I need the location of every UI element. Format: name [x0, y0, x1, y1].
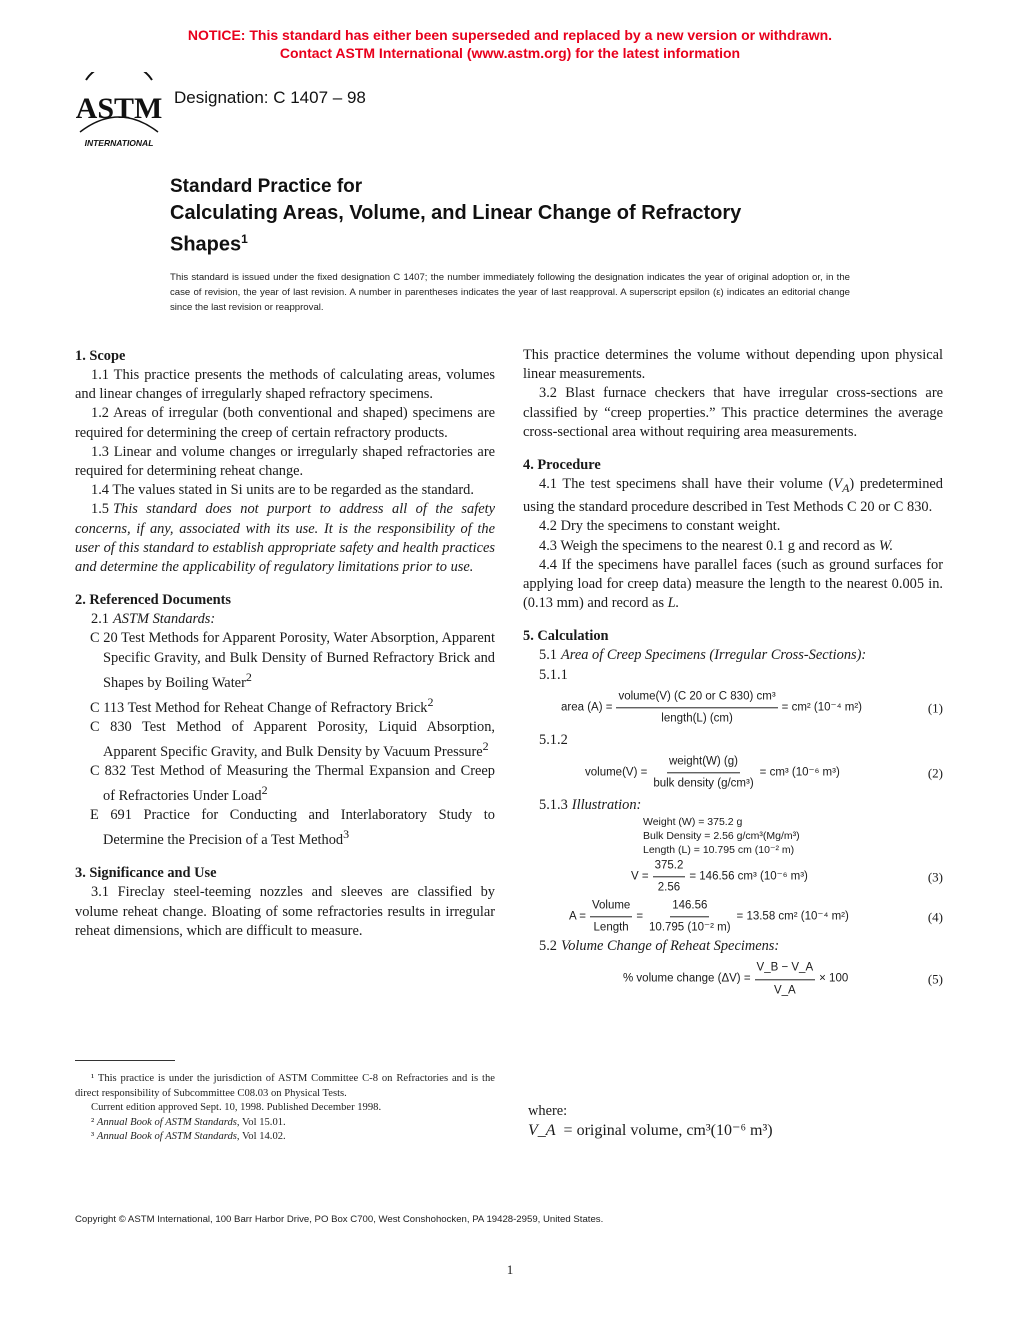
refdocs-2-1-text: ASTM Standards: [113, 611, 216, 628]
eq2-rhs: = cm³ (10⁻⁶ m³) [759, 766, 840, 779]
eq5-numerator: V_B − V_A [755, 959, 816, 980]
astm-logo [76, 72, 162, 150]
logo-international-text: INTERNATIONAL [84, 138, 154, 148]
where-variable: V_A [528, 1122, 556, 1139]
equation-1 [523, 685, 943, 731]
section-procedure-heading: 4. Procedure [523, 457, 601, 474]
illustration-values [643, 815, 943, 857]
footnote-2-volume: , Vol 15.01. [236, 1116, 286, 1128]
procedure-4-3-var: W. [878, 537, 894, 554]
section-significance-heading: 3. Significance and Use [75, 865, 217, 882]
notice-line-1: NOTICE: This standard has either been superseded and replaced by a new version or withdrawn. [187, 27, 833, 43]
ref-item-c113 [75, 693, 495, 718]
section-calculation-heading: 5. Calculation [523, 628, 609, 645]
footnote-2-title: Annual Book of ASTM Standards [96, 1116, 237, 1128]
ref-item-c832-text: C 832 Test Method of Measuring the Thermal Expansion and Creep of Refractories Under Load [90, 763, 495, 805]
scope-1-3: 1.3 Linear and volume changes or irregularly shaped refractories are required for determining reheat change. [75, 443, 495, 480]
title-line-2: Calculating Areas, Volume, and Linear Change of Refractory [170, 202, 742, 224]
calc-5-1 [523, 646, 943, 665]
equation-4: A = $\frac{\text{Volume}}{\text{Length}}$ = $\frac{146.56}{\text{10.795 (10⁻² m)}}$ = 13.58 cm² (10⁻⁴ m²) (4) [523, 897, 943, 937]
eq2-label: (2) [927, 765, 943, 781]
footnote-2-mark: ² [91, 1116, 95, 1128]
footnote-2 [75, 1116, 495, 1131]
ref-item-e691 [75, 806, 495, 850]
ref-item-c113-fn: 2 [427, 694, 434, 709]
eq5-denominator: V_A [773, 983, 796, 996]
section-scope-heading: 1. Scope [75, 348, 126, 364]
eq4-rhs: = 13.58 cm² (10⁻⁴ m²) [736, 910, 849, 923]
footnote-3-title: Annual Book of ASTM Standards [96, 1131, 237, 1143]
scope-1-5-text: This standard does not purport to address all of the safety concerns, if any, associated with its use. It is the responsibility of the user of this standard to establish appropriate safety and health practices and determine the applicability of regulatory limitations prior to use. [75, 501, 495, 576]
eq5-lhs: % volume change (ΔV) = [623, 972, 751, 985]
document-title [170, 174, 950, 258]
ref-item-c830 [75, 718, 495, 762]
ref-item-e691-fn: 3 [343, 827, 350, 842]
issuance-note: This standard is issued under the fixed designation C 1407; the number immediately following the designation indicates the year of original adoption or, in the case of revision, the year of last revision. A number in parentheses indicates the year of last reapproval. A superscript epsilon (ε) indicates an editorial change since the last revision or reapproval. [170, 272, 850, 313]
left-column [75, 346, 495, 941]
eq3-denominator: 2.56 [657, 881, 681, 894]
eq1-lhs: area (A) = [561, 701, 613, 714]
title-line-3: Shapes [170, 233, 242, 256]
notice-banner [0, 26, 1020, 62]
ref-item-c113-text: C 113 Test Method for Reheat Change of Refractory Brick [90, 699, 428, 716]
section-refdocs-heading: 2. Referenced Documents [75, 592, 231, 609]
eq2-denominator: bulk density (g/cm³) [653, 777, 754, 790]
scope-1-5-number: 1.5 [91, 501, 109, 518]
eq5-label: (5) [927, 971, 943, 987]
eq2-numerator: weight(W) (g) [667, 752, 740, 773]
eq3-rhs: = 146.56 cm³ (10⁻⁶ m³) [689, 870, 808, 883]
equation-5 [523, 956, 943, 1002]
where-label: where: [528, 1103, 568, 1119]
procedure-4-1-b: ) predetermined using the standard procedure described in Test Methods C 20 or C 830. [523, 476, 943, 516]
footnote-1-approval: Current edition approved Sept. 10, 1998. Published December 1998. [91, 1102, 382, 1114]
scope-1-2: 1.2 Areas of irregular (both conventional and shaped) specimens are required for determining the creep of certain refractory products. [75, 405, 495, 441]
footnote-3 [75, 1130, 495, 1145]
ref-item-c20 [75, 629, 495, 692]
eq4-label: (4) [927, 909, 943, 925]
calc-5-1-text: Area of Creep Specimens (Irregular Cross-Sections): [561, 647, 867, 664]
footnote-1: ¹ This practice is under the jurisdiction of ASTM Committee C-8 on Refractories and is the direct responsibility of Subcommittee C08.03 on Physical Tests. [75, 1073, 495, 1099]
designation: Designation: C 1407 – 98 [174, 88, 366, 107]
page-number: 1 [506, 1262, 514, 1277]
footnote-3-volume: , Vol 14.02. [236, 1131, 286, 1143]
scope-1-5 [75, 500, 495, 577]
illustration-weight: Weight (W) = 375.2 g [643, 816, 743, 829]
eq5-rhs: × 100 [819, 972, 849, 985]
ref-item-c830-text: C 830 Test Method of Apparent Porosity, Liquid Absorption, Apparent Specific Gravity, and Bulk Density by Vacuum Pressure [90, 718, 495, 760]
equation-2 [523, 750, 943, 796]
eq4-denominator-2: 10.795 (10⁻² m) [649, 921, 731, 934]
procedure-4-3 [523, 537, 943, 556]
eq4-denominator-1: Length [593, 921, 629, 934]
procedure-4-1-sub: A [842, 480, 850, 495]
scope-1-4: 1.4 The values stated in Si units are to be regarded as the standard. [91, 482, 474, 499]
significance-3-1-continued: This practice determines the volume without depending upon physical linear measurements. [523, 347, 943, 383]
eq3-label: (3) [927, 869, 943, 885]
title-line-1: Standard Practice for [170, 176, 363, 197]
copyright-notice: Copyright © ASTM International, 100 Barr Harbor Drive, PO Box C700, West Conshohocken, PA 19428-2959, United States. [75, 1214, 604, 1225]
illustration-length: Length (L) = 10.795 cm (10⁻² m) [643, 844, 795, 857]
footnotes [75, 1072, 495, 1145]
calc-5-2-number: 5.2 [539, 938, 557, 955]
eq1-numerator: volume(V) (C 20 or C 830) cm³ [616, 687, 777, 708]
equation-3 [523, 857, 943, 897]
eq1-denominator: length(L) (cm) [661, 712, 733, 725]
ref-item-c20-fn: 2 [245, 669, 252, 684]
significance-3-1: 3.1 Fireclay steel-teeming nozzles and sleeves are classified by volume reheat change. Bloating of some refractories results in irregular reheat dimensions, which are difficult to measure. [75, 884, 495, 939]
procedure-4-4-var: L. [667, 595, 680, 612]
procedure-4-1 [523, 475, 943, 517]
ref-item-c20-text: C 20 Test Methods for Apparent Porosity, Water Absorption, Apparent Specific Gravity, and Bulk Density of Burned Refractory Brick and Shapes by Boiling Water [90, 630, 495, 691]
procedure-4-4 [523, 556, 943, 614]
eq4-numerator-1: Volume [590, 896, 632, 917]
ref-item-e691-text: E 691 Practice for Conducting and Interlaboratory Study to Determine the Precision of a Test Method [90, 807, 495, 849]
calc-5-1-2: 5.1.2 [539, 731, 568, 748]
procedure-4-2: 4.2 Dry the specimens to constant weight. [539, 518, 781, 535]
procedure-4-3-text: 4.3 Weigh the specimens to the nearest 0.1 g and record as [539, 537, 876, 554]
illustration-bulk-density: Bulk Density = 2.56 g/cm³(Mg/m³) [643, 830, 800, 843]
significance-3-2: 3.2 Blast furnace checkers that have irregular cross-sections are classified by “creep properties.” This practice determines the average cross-sectional area without requiring area measurements. [523, 385, 943, 440]
procedure-4-4-text: 4.4 If the specimens have parallel faces (such as ground surfaces for applying load for creep data) measure the length to the nearest 0.005 in. (0.13 mm) and record as [523, 556, 943, 612]
calc-5-1-1: 5.1.1 [539, 666, 568, 683]
eq1-rhs: = cm² (10⁻⁴ m²) [781, 701, 863, 714]
calc-5-1-3-text: Illustration: [571, 796, 642, 813]
calc-5-1-number: 5.1 [539, 647, 557, 664]
eq1-label: (1) [927, 700, 943, 716]
calc-5-1-3-number: 5.1.3 [539, 796, 568, 813]
procedure-4-1-a: 4.1 The test specimens shall have their volume ( [539, 476, 834, 493]
ref-item-c832 [75, 762, 495, 806]
refdocs-2-1 [75, 610, 495, 629]
calc-5-2-text: Volume Change of Reheat Specimens: [561, 938, 780, 955]
scope-1-1: 1.1 This practice presents the methods of calculating areas, volumes and linear changes of irregularly shaped refractory specimens. [75, 367, 495, 403]
ref-item-c832-fn: 2 [261, 783, 268, 798]
procedure-4-1-var: V [833, 476, 843, 493]
logo-mark-text: ASTM [76, 92, 162, 125]
eq2-lhs: volume(V) = [585, 766, 648, 779]
footnote-3-mark: ³ [91, 1131, 95, 1143]
eq4-lhs: A = [569, 910, 586, 923]
where-definition: = original volume, cm³(10⁻⁶ m³) [563, 1122, 773, 1139]
footnote-divider [75, 1060, 175, 1061]
refdocs-2-1-number: 2.1 [91, 611, 109, 628]
title-footnote-mark: 1 [241, 232, 248, 246]
calc-5-1-3 [523, 796, 943, 815]
eq3-numerator: 375.2 [653, 856, 686, 877]
calc-5-2 [523, 937, 943, 956]
right-column [523, 346, 943, 1002]
notice-line-2: Contact ASTM International (www.astm.org) for the latest information [279, 45, 741, 61]
eq4-numerator-2: 146.56 [670, 896, 709, 917]
eq3-lhs: V = [631, 870, 649, 883]
where-block [528, 1102, 773, 1140]
ref-item-c830-fn: 2 [482, 739, 489, 754]
